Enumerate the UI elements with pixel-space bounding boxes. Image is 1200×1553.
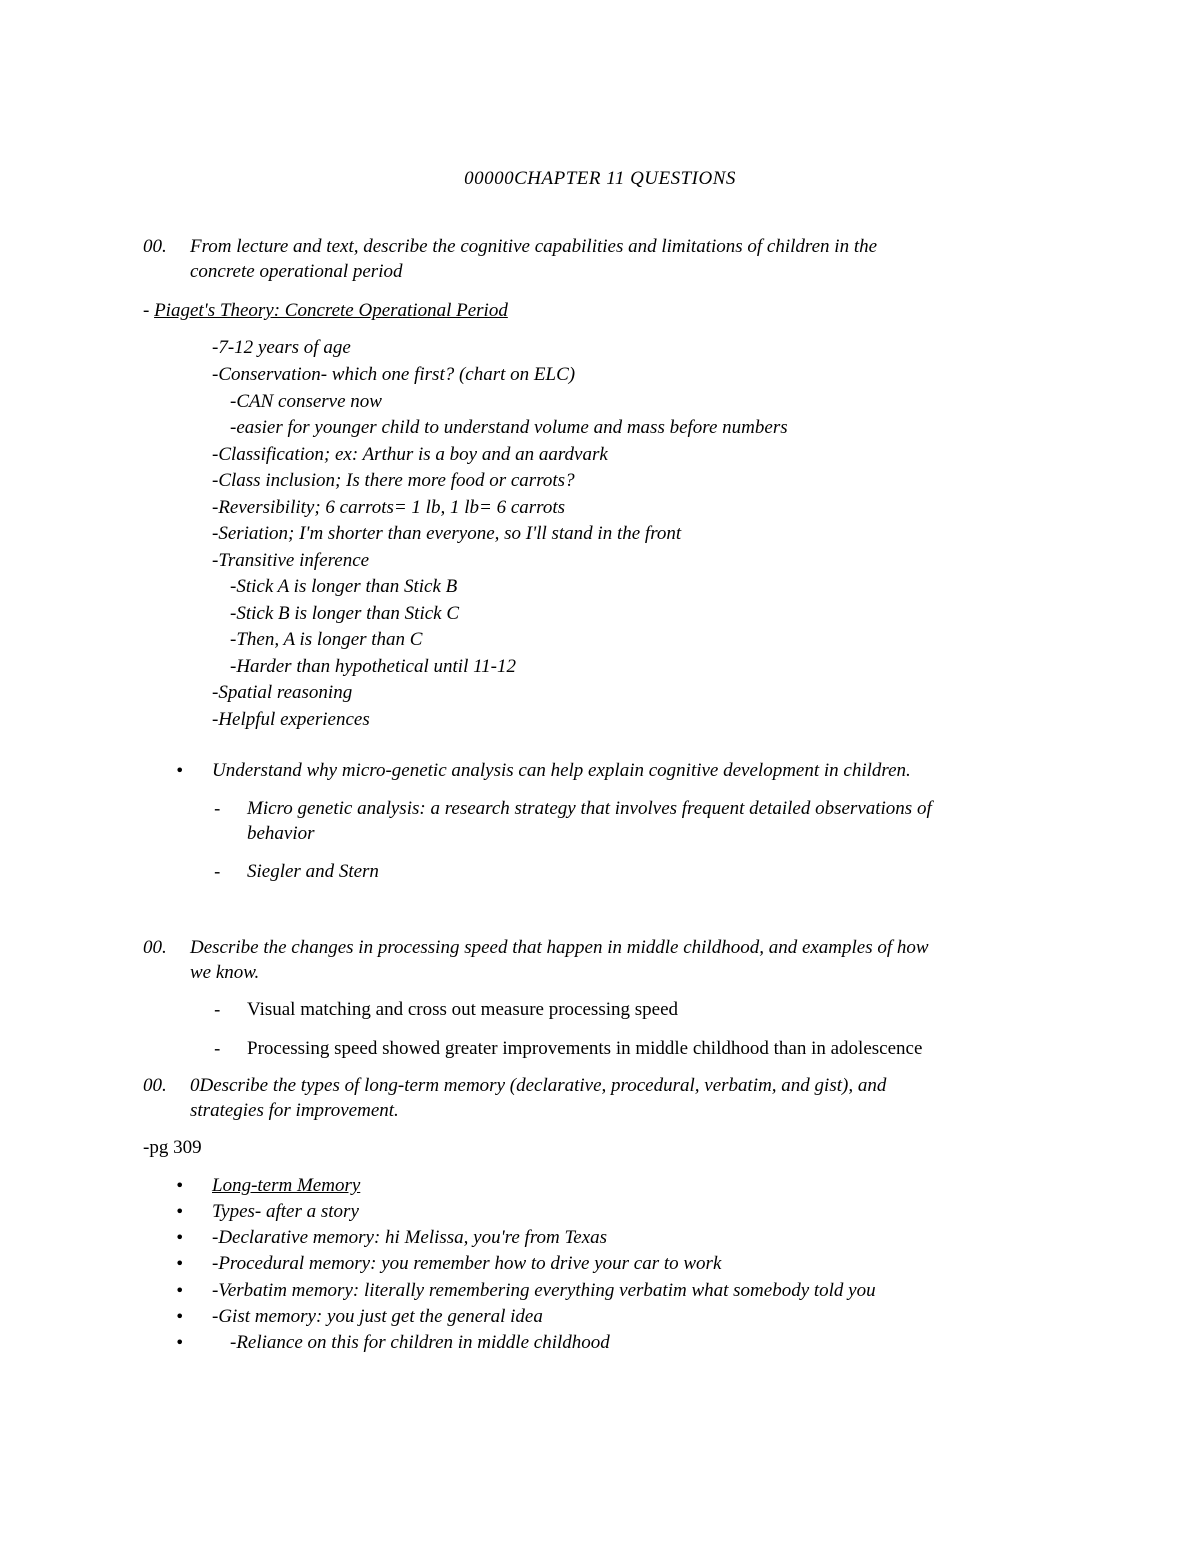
question-text: strategies for improvement. [190,1100,399,1121]
list-item: -Gist memory: you just get the general idea [212,1306,543,1327]
list-item: -Conservation- which one first? (chart on ELC) [212,364,576,385]
question-number: 00. [143,236,167,257]
list-item: -Seriation; I'm shorter than everyone, so I'll stand in the front [212,523,682,544]
bullet-icon: • [175,1333,185,1352]
bullet-icon: • [175,1176,185,1195]
list-item: Types- after a story [212,1201,359,1222]
question-text: From lecture and text, describe the cognitive capabilities and limitations of children in the [190,236,878,257]
bullet-icon: • [175,761,185,780]
sub-item: Siegler and Stern [247,861,379,882]
sub-item: Micro genetic analysis: a research strategy that involves frequent detailed observations of [247,798,932,819]
dash-icon: - [214,861,221,883]
question-number: 00. [143,1075,167,1096]
bullet-icon: • [175,1228,185,1247]
bullet-icon: • [175,1281,185,1300]
list-item: -Class inclusion; Is there more food or carrots? [212,470,575,491]
list-item: -easier for younger child to understand volume and mass before numbers [230,417,788,438]
list-item: -7-12 years of age [212,337,351,358]
list-item: -Spatial reasoning [212,682,353,703]
dash-icon: - [214,798,221,820]
list-item: -Helpful experiences [212,709,370,730]
bullet-text: Understand why micro-genetic analysis can help explain cognitive development in children. [212,760,911,781]
question-text: concrete operational period [190,261,403,282]
section-heading: - Piaget's Theory: Concrete Operational Period [143,300,508,321]
list-item: -Reliance on this for children in middle childhood [230,1332,610,1353]
bullet-icon: • [175,1254,185,1273]
bullet-icon: • [175,1202,185,1221]
memory-heading: Long-term Memory [212,1175,361,1196]
page-title: 00000CHAPTER 11 QUESTIONS [464,168,736,189]
piaget-heading: Piaget's Theory: Concrete Operational Period [154,300,508,321]
list-item: -Then, A is longer than C [230,629,423,650]
question-number: 00. [143,937,167,958]
sub-item: Visual matching and cross out measure processing speed [247,999,678,1020]
list-item: -Transitive inference [212,550,370,571]
dash-icon: - [214,1038,221,1060]
list-item: -Stick B is longer than Stick C [230,603,460,624]
bullet-icon: • [175,1307,185,1326]
list-item: -Verbatim memory: literally remembering everything verbatim what somebody told you [212,1280,876,1301]
list-item: -Stick A is longer than Stick B [230,576,458,597]
list-item: -Procedural memory: you remember how to drive your car to work [212,1253,722,1274]
list-item: -Harder than hypothetical until 11-12 [230,656,517,677]
dash-icon: - [214,999,221,1021]
sub-item: behavior [247,823,315,844]
question-text: Describe the changes in processing speed that happen in middle childhood, and examples of how [190,937,929,958]
list-item: -Classification; ex: Arthur is a boy and an aardvark [212,444,608,465]
question-text: we know. [190,962,260,983]
list-item: -Reversibility; 6 carrots= 1 lb, 1 lb= 6 carrots [212,497,566,518]
question-text: 0Describe the types of long-term memory (declarative, procedural, verbatim, and gist), and [190,1075,887,1096]
sub-item: Processing speed showed greater improvements in middle childhood than in adolescence [247,1038,923,1059]
list-item: -Declarative memory: hi Melissa, you're from Texas [212,1227,608,1248]
list-item: -CAN conserve now [230,391,382,412]
page-reference: -pg 309 [143,1137,202,1158]
